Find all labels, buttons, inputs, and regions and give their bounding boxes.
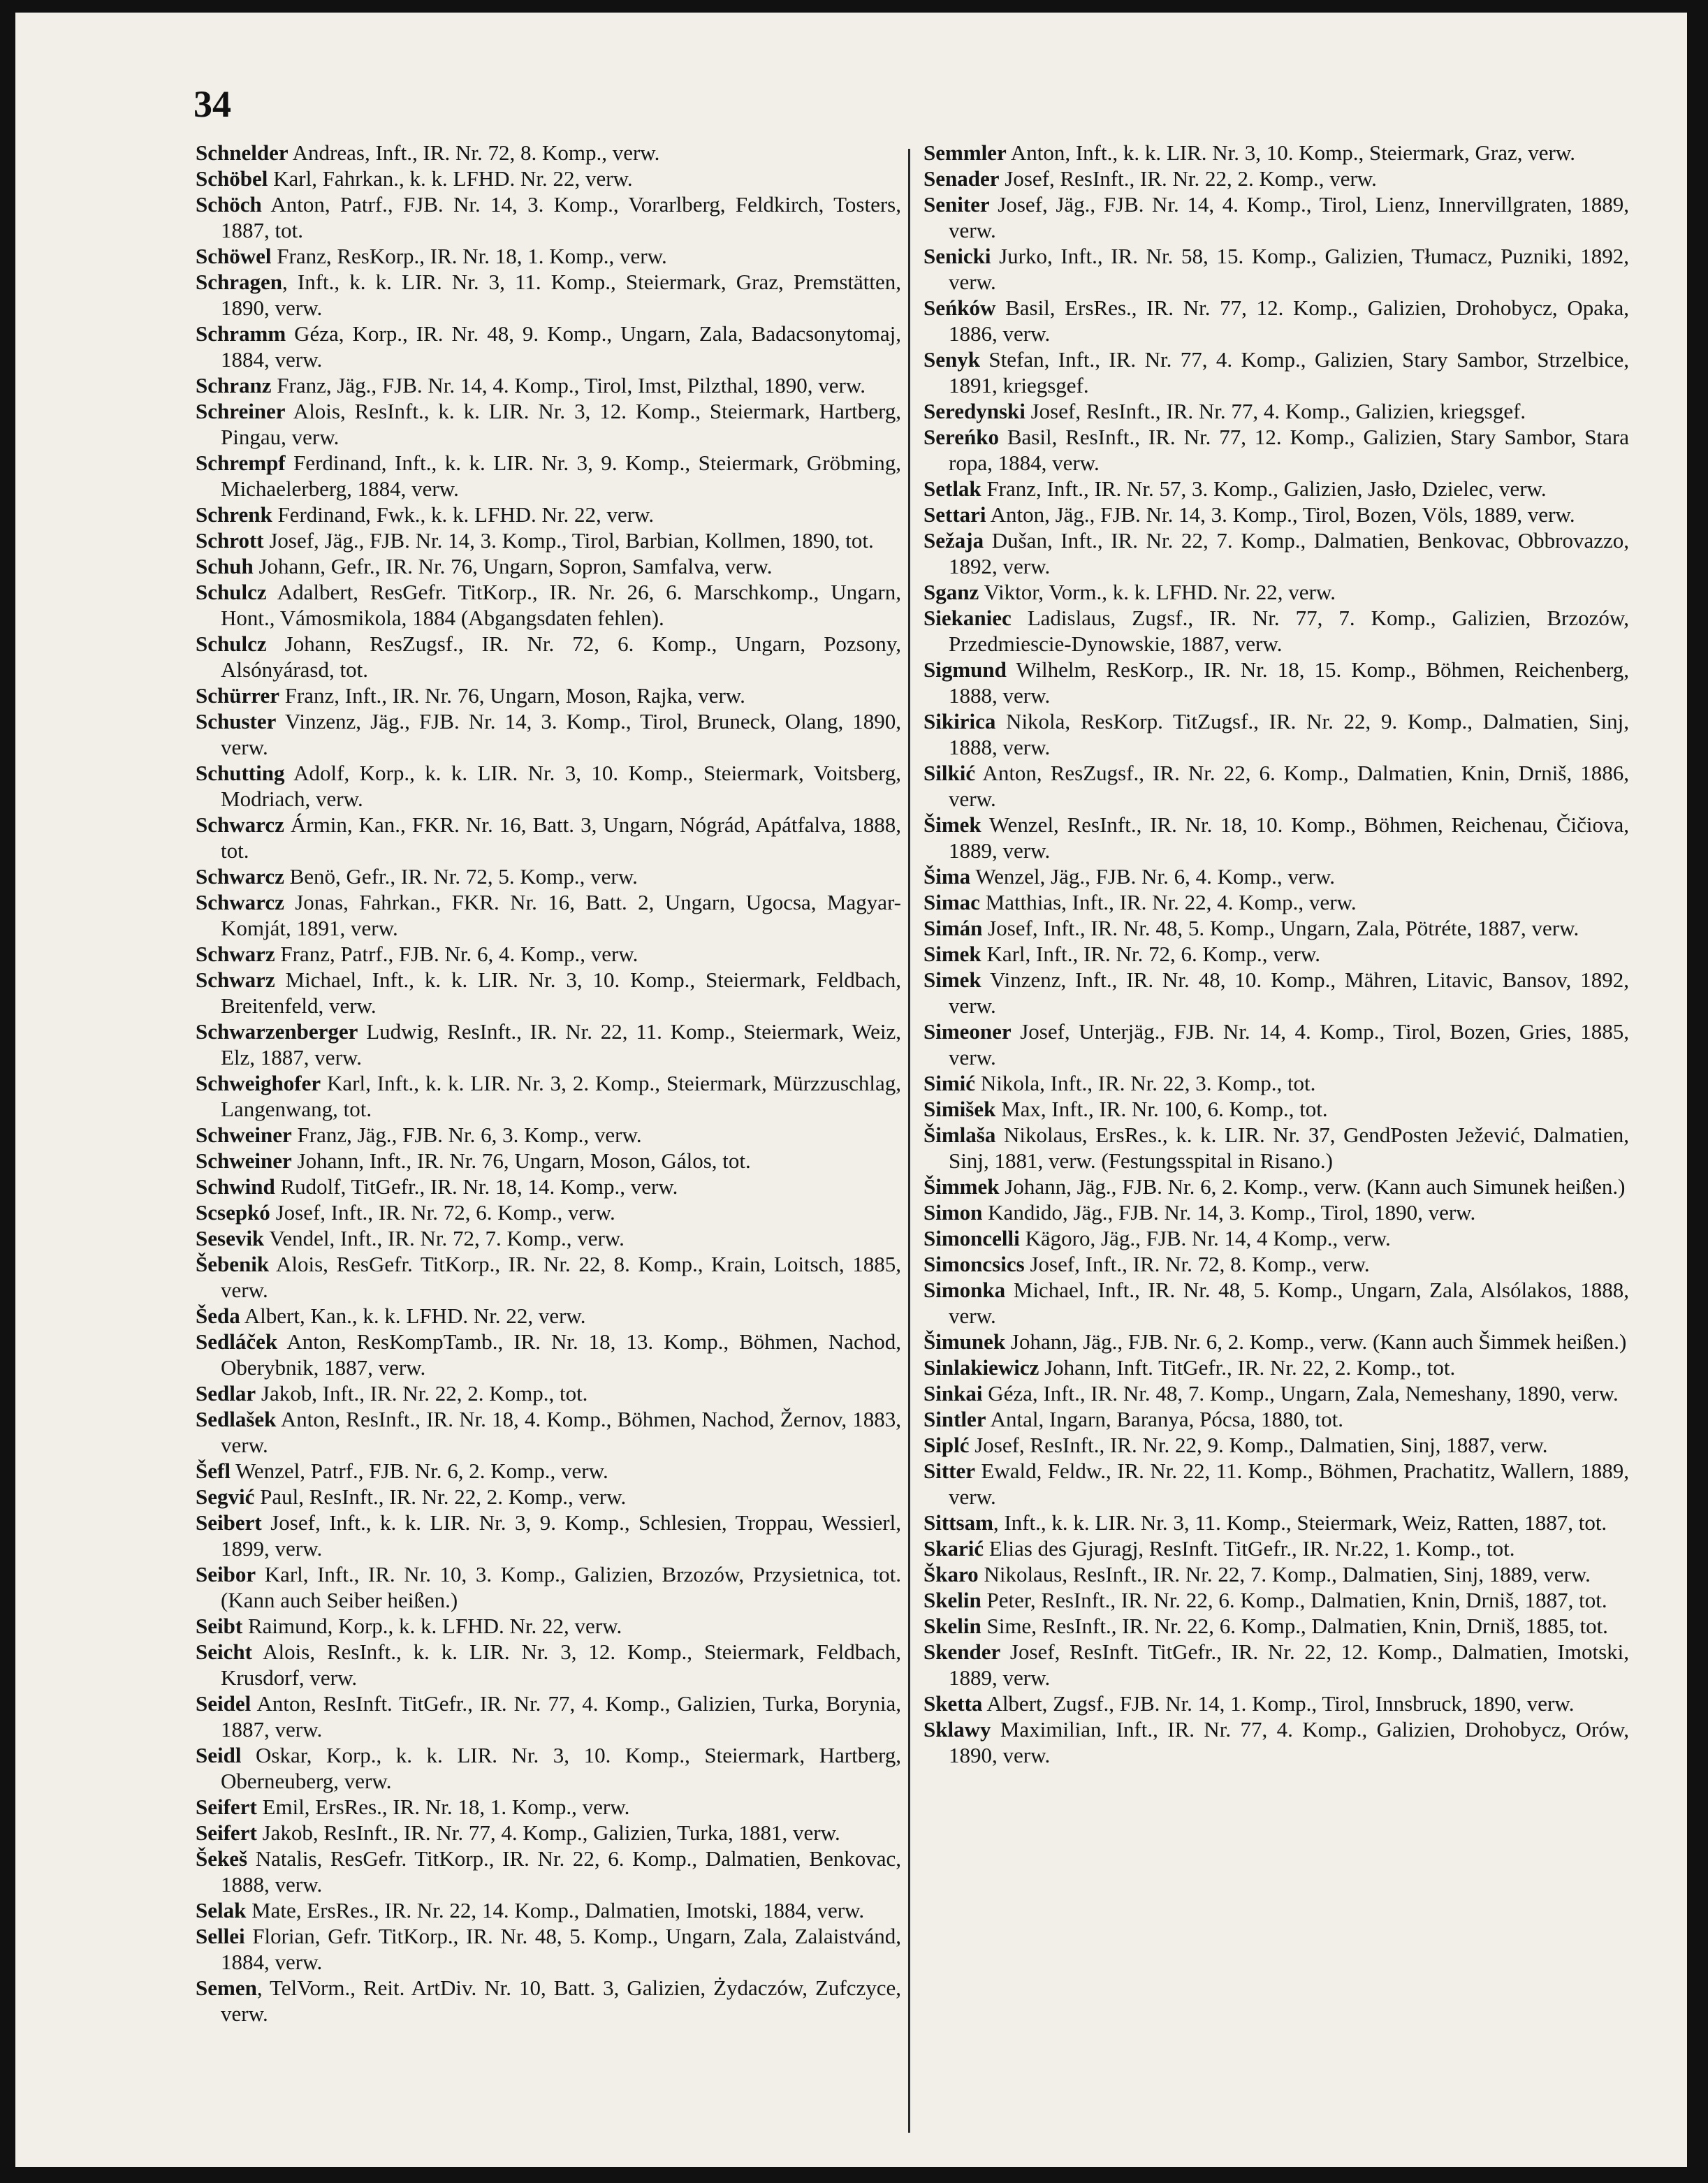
entry-details: Emil, ErsRes., IR. Nr. 18, 1. Komp., verw. [256,1795,630,1819]
entry-details: Johann, Inft., IR. Nr. 76, Ungarn, Moson, Gálos, tot. [291,1148,751,1173]
entry-surname: Schürrer [196,683,279,708]
entry-surname: Sežaja [924,528,984,553]
list-entry [196,1070,901,1122]
entry-surname: Sketta [924,1691,983,1716]
entry-surname: Sedlašek [196,1407,277,1431]
entry-surname: Schulcz [196,631,267,656]
list-entry [196,166,901,191]
entry-surname: Seidl [196,1743,242,1767]
list-entry [196,1846,901,1897]
entry-details: Josef, Jäg., FJB. Nr. 14, 4. Komp., Tirol, Lienz, Innervillgraten, 1889, verw. [949,192,1629,242]
entry-surname: Semen [196,1976,257,2000]
entry-details: Alois, ResGefr. TitKorp., IR. Nr. 22, 8. Komp., Krain, Loitsch, 1885, verw. [221,1252,901,1302]
entry-details: Kandido, Jäg., FJB. Nr. 14, 3. Komp., Tirol, 1890, verw. [982,1200,1476,1225]
entry-surname: Siplć [924,1433,970,1457]
entry-details: Johann, Gefr., IR. Nr. 76, Ungarn, Sopron, Samfalva, verw. [253,554,773,578]
entry-surname: Schöwel [196,244,272,268]
entry-details: Josef, Jäg., FJB. Nr. 14, 3. Komp., Tirol, Barbian, Kollmen, 1890, tot. [263,528,874,553]
entry-surname: Schweighofer [196,1071,321,1095]
entry-surname: Škaro [924,1562,979,1586]
entry-details: Ferdinand, Inft., k. k. LIR. Nr. 3, 9. Komp., Steiermark, Gröbming, Michaelerberg, 1884, verw. [221,451,901,501]
entry-details: Albert, Zugsf., FJB. Nr. 14, 1. Komp., Tirol, Innsbruck, 1890, verw. [982,1691,1575,1716]
entry-details: Josef, Inft., IR. Nr. 48, 5. Komp., Ungarn, Zala, Pötréte, 1887, verw. [982,916,1579,940]
entry-details: Basil, ErsRes., IR. Nr. 77, 12. Komp., Galizien, Drohobycz, Opaka, 1886, verw. [949,295,1629,346]
list-entry [196,1742,901,1794]
entry-details: Jurko, Inft., IR. Nr. 58, 15. Komp., Galizien, Tłumacz, Puzniki, 1892, verw. [949,244,1629,294]
list-entry [924,1458,1629,1510]
entry-details: Vinzenz, Inft., IR. Nr. 48, 10. Komp., Mähren, Litavic, Bansov, 1892, verw. [949,968,1629,1018]
entry-details: Benö, Gefr., IR. Nr. 72, 5. Komp., verw. [284,864,638,889]
entry-details: Florian, Gefr. TitKorp., IR. Nr. 48, 5. Komp., Ungarn, Zala, Zalaistvánd, 1884, verw. [221,1924,901,1974]
entry-details: Elias des Gjuragj, ResInft. TitGefr., IR. Nr.22, 1. Komp., tot. [984,1536,1515,1561]
list-entry [924,295,1629,346]
entry-surname: Schwarcz [196,812,284,837]
entry-details: Ewald, Feldw., IR. Nr. 22, 11. Komp., Böhmen, Prachatitz, Wallern, 1889, verw. [949,1459,1629,1509]
list-entry [196,631,901,682]
entry-surname: Šima [924,864,971,889]
entry-details: Josef, Inft., IR. Nr. 72, 8. Komp., verw. [1024,1252,1370,1276]
list-entry [196,1794,901,1820]
list-entry [924,657,1629,708]
entry-surname: Simac [924,890,980,914]
entry-surname: Schrempf [196,451,286,475]
entry-surname: Sigmund [924,657,1007,682]
entry-surname: Schwarz [196,942,275,966]
entry-surname: Schwarz [196,968,275,992]
entry-surname: Šimmek [924,1174,1000,1199]
list-entry [924,1406,1629,1432]
list-entry [196,1510,901,1561]
entry-surname: Simonka [924,1278,1006,1302]
list-entry [924,605,1629,657]
entry-details: Michael, Inft., IR. Nr. 48, 5. Komp., Ungarn, Zala, Alsólakos, 1888, verw. [949,1278,1629,1328]
entry-surname: Simek [924,942,981,966]
entry-surname: Seibor [196,1562,256,1586]
list-entry [924,1561,1629,1587]
entry-surname: Schweiner [196,1148,292,1173]
list-entry [196,760,901,812]
list-entry [924,967,1629,1019]
entry-surname: Schwarcz [196,890,284,914]
entry-surname: Senader [924,166,1000,191]
entry-details: Oskar, Korp., k. k. LIR. Nr. 3, 10. Komp., Steiermark, Hartberg, Oberneuberg, verw. [221,1743,901,1793]
list-entry [924,1380,1629,1406]
entry-details: Nikola, ResKorp. TitZugsf., IR. Nr. 22, 9. Komp., Dalmatien, Sinj, 1888, verw. [949,709,1629,759]
entry-details: Wenzel, ResInft., IR. Nr. 18, 10. Komp., Böhmen, Reichenau, Čičiova, 1889, verw. [949,812,1629,863]
list-entry [196,1225,901,1251]
list-entry [196,1199,901,1225]
entry-surname: Šimunek [924,1329,1006,1354]
entry-details: Jakob, Inft., IR. Nr. 22, 2. Komp., tot. [256,1381,588,1406]
entry-details: Franz, Inft., IR. Nr. 76, Ungarn, Moson, Rajka, verw. [279,683,745,708]
entry-details: Franz, Jäg., FJB. Nr. 14, 4. Komp., Tirol, Imst, Pilzthal, 1890, verw. [271,373,866,397]
entry-details: Albert, Kan., k. k. LFHD. Nr. 22, verw. [240,1304,586,1328]
entry-details: Viktor, Vorm., k. k. LFHD. Nr. 22, verw. [979,580,1336,604]
entry-surname: Sellei [196,1924,245,1948]
entry-surname: Simek [924,968,981,992]
entry-surname: Schöbel [196,166,268,191]
entry-details: Ladislaus, Zugsf., IR. Nr. 77, 7. Komp., Galizien, Brzozów, Przedmiescie-Dynowskie, 1887, verw. [949,606,1629,656]
list-entry [924,1329,1629,1355]
entry-surname: Schrott [196,528,264,553]
entry-details: Wenzel, Jäg., FJB. Nr. 6, 4. Komp., verw. [970,864,1336,889]
entry-details: Mate, ErsRes., IR. Nr. 22, 14. Komp., Dalmatien, Imotski, 1884, verw. [246,1898,865,1922]
entry-surname: Simić [924,1071,976,1095]
list-entry [924,1432,1629,1458]
entry-details: Josef, ResInft., IR. Nr. 77, 4. Komp., Galizien, kriegsgef. [1025,399,1526,423]
entry-surname: Schulcz [196,580,267,604]
right-column [924,140,1629,1768]
entry-surname: Sinlakiewicz [924,1355,1039,1380]
list-entry [196,450,901,502]
list-entry [924,812,1629,863]
list-entry [196,502,901,527]
entry-details: Johann, Inft. TitGefr., IR. Nr. 22, 2. Komp., tot. [1039,1355,1456,1380]
list-entry [196,1484,901,1510]
list-entry [924,1199,1629,1225]
entry-details: Ármin, Kan., FKR. Nr. 16, Batt. 3, Ungarn, Nógrád, Apátfalva, 1888, tot. [221,812,901,863]
entry-details: Vendel, Inft., IR. Nr. 72, 7. Komp., verw. [264,1226,625,1250]
list-entry [196,682,901,708]
entry-surname: Schranz [196,373,272,397]
entry-surname: Schwarzenberger [196,1019,358,1044]
entry-surname: Šeda [196,1304,240,1328]
entry-details: Anton, ResKompTamb., IR. Nr. 18, 13. Komp., Böhmen, Nachod, Oberybnik, 1887, verw. [221,1329,901,1380]
list-entry [924,579,1629,605]
list-entry [924,424,1629,476]
entry-details: Peter, ResInft., IR. Nr. 22, 6. Komp., Dalmatien, Knin, Drniš, 1887, tot. [981,1588,1607,1612]
entry-surname: Simišek [924,1097,996,1121]
list-entry [196,1613,901,1639]
list-entry [196,708,901,760]
list-entry [196,1122,901,1148]
list-entry [196,1251,901,1303]
entry-surname: Simán [924,916,983,940]
list-entry [924,1691,1629,1716]
entry-surname: Skarić [924,1536,984,1561]
entry-details: Johann, Jäg., FJB. Nr. 6, 2. Komp., verw. (Kann auch Simunek heißen.) [999,1174,1626,1199]
list-entry [924,1355,1629,1380]
list-entry [196,269,901,321]
entry-surname: Sintler [924,1407,986,1431]
entry-details: Anton, ResInft., IR. Nr. 18, 4. Komp., Böhmen, Nachod, Žernov, 1883, verw. [221,1407,901,1457]
entry-details: Alois, ResInft., k. k. LIR. Nr. 3, 12. Komp., Steiermark, Hartberg, Pingau, verw. [221,399,901,449]
entry-details: , Inft., k. k. LIR. Nr. 3, 11. Komp., Steiermark, Graz, Premstätten, 1890, verw. [221,270,901,320]
list-entry [924,191,1629,243]
entry-surname: Seredynski [924,399,1025,423]
entry-surname: Selak [196,1898,247,1922]
list-entry [196,812,901,863]
entry-surname: Šimlaša [924,1123,996,1147]
entry-surname: Šimek [924,812,981,837]
list-entry [196,1975,901,2027]
list-entry [924,915,1629,941]
entry-details: Johann, Jäg., FJB. Nr. 6, 2. Komp., verw. (Kann auch Šimmek heißen.) [1005,1329,1627,1354]
list-entry [924,1019,1629,1070]
entry-details: Nikola, Inft., IR. Nr. 22, 3. Komp., tot. [975,1071,1316,1095]
list-entry [196,1458,901,1484]
entry-surname: Schuster [196,709,277,733]
entry-details: Stefan, Inft., IR. Nr. 77, 4. Komp., Galizien, Stary Sambor, Strzelbice, 1891, kriegsgef. [949,347,1629,397]
list-entry [924,760,1629,812]
entry-details: Natalis, ResGefr. TitKorp., IR. Nr. 22, 6. Komp., Dalmatien, Benkovac, 1888, verw. [221,1846,901,1897]
list-entry [196,1019,901,1070]
entry-details: Anton, Jäg., FJB. Nr. 14, 3. Komp., Tirol, Bozen, Völs, 1889, verw. [986,502,1575,527]
entry-surname: Segvić [196,1484,255,1509]
entry-details: , TelVorm., Reit. ArtDiv. Nr. 10, Batt. 3, Galizien, Żydaczów, Zufczyce, verw. [221,1976,901,2026]
entry-surname: Seibert [196,1510,262,1535]
entry-details: Anton, ResZugsf., IR. Nr. 22, 6. Komp., Dalmatien, Knin, Drniš, 1886, verw. [949,761,1629,811]
entry-surname: Sikirica [924,709,996,733]
entry-surname: Seidel [196,1691,251,1716]
entry-surname: Schuh [196,554,254,578]
list-entry [196,1303,901,1329]
list-entry [924,243,1629,295]
list-entry [924,1096,1629,1122]
entry-details: Jakob, ResInft., IR. Nr. 77, 4. Komp., Galizien, Turka, 1881, verw. [256,1820,840,1845]
entry-details: Adolf, Korp., k. k. LIR. Nr. 3, 10. Komp., Steiermark, Voitsberg, Modriach, verw. [221,761,901,811]
entry-surname: Seifert [196,1795,257,1819]
entry-surname: Schragen [196,270,282,294]
list-entry [924,476,1629,502]
entry-details: Anton, Patrf., FJB. Nr. 14, 3. Komp., Vorarlberg, Feldkirch, Tosters, 1887, tot. [221,192,901,242]
entry-surname: Sesevik [196,1226,265,1250]
list-entry [924,1716,1629,1768]
entry-surname: Semmler [924,140,1007,165]
list-entry [924,863,1629,889]
entry-surname: Sereńko [924,425,999,449]
list-entry [924,1122,1629,1174]
list-entry [924,166,1629,191]
list-entry [196,553,901,579]
entry-details: Basil, ResInft., IR. Nr. 77, 12. Komp., Galizien, Stary Sambor, Stara ropa, 1884, verw. [949,425,1629,475]
entry-surname: Sitter [924,1459,976,1483]
list-entry [196,1897,901,1923]
entry-details: Karl, Inft., k. k. LIR. Nr. 3, 2. Komp., Steiermark, Mürzzuschlag, Langenwang, tot. [221,1071,901,1121]
entry-details: Andreas, Inft., IR. Nr. 72, 8. Komp., verw. [288,140,660,165]
entry-details: Josef, ResInft., IR. Nr. 22, 9. Komp., Dalmatien, Sinj, 1887, verw. [969,1433,1548,1457]
list-entry [196,321,901,372]
list-entry [196,1820,901,1846]
list-entry [196,579,901,631]
list-entry [196,863,901,889]
entry-details: Franz, Inft., IR. Nr. 57, 3. Komp., Galizien, Jasło, Dzielec, verw. [981,476,1547,501]
entry-details: Nikolaus, ErsRes., k. k. LIR. Nr. 37, GendPosten Ježević, Dalmatien, Sinj, 1881, verw. (Festungsspital in Risano.) [949,1123,1629,1173]
list-entry [924,398,1629,424]
list-entry [924,1639,1629,1691]
entry-surname: Seibt [196,1614,243,1638]
entry-surname: Settari [924,502,986,527]
list-entry [196,1329,901,1380]
entry-surname: Seicht [196,1640,252,1664]
entry-details: Alois, ResInft., k. k. LIR. Nr. 3, 12. Komp., Steiermark, Feldbach, Krusdorf, verw. [221,1640,901,1690]
entry-surname: Sklawy [924,1717,991,1742]
list-entry [196,967,901,1019]
entry-surname: Schweiner [196,1123,292,1147]
list-entry [924,1510,1629,1535]
entry-details: Anton, ResInft. TitGefr., IR. Nr. 77, 4. Komp., Galizien, Turka, Borynia, 1887, verw. [221,1691,901,1742]
entry-details: Franz, Jäg., FJB. Nr. 6, 3. Komp., verw. [291,1123,642,1147]
entry-surname: Siekaniec [924,606,1012,630]
entry-details: Sime, ResInft., IR. Nr. 22, 6. Komp., Dalmatien, Knin, Drniš, 1885, tot. [981,1614,1608,1638]
list-entry [924,1070,1629,1096]
entry-surname: Simoncelli [924,1226,1020,1250]
entry-details: Dušan, Inft., IR. Nr. 22, 7. Komp., Dalmatien, Benkovac, Obbrovazzo, 1892, verw. [949,528,1629,578]
entry-surname: Schreiner [196,399,286,423]
entry-surname: Setlak [924,476,981,501]
entry-surname: Schrenk [196,502,272,527]
entry-details: Paul, ResInft., IR. Nr. 22, 2. Komp., verw. [254,1484,627,1509]
entry-details: , Inft., k. k. LIR. Nr. 3, 11. Komp., Steiermark, Weiz, Ratten, 1887, tot. [993,1510,1607,1535]
list-entry [196,941,901,967]
list-entry [196,1691,901,1742]
list-entry [196,140,901,166]
entry-surname: Scsepkó [196,1200,270,1225]
entry-details: Karl, Inft., IR. Nr. 72, 6. Komp., verw. [981,942,1320,966]
list-entry [924,1174,1629,1199]
entry-surname: Skelin [924,1614,981,1638]
entry-details: Vinzenz, Jäg., FJB. Nr. 14, 3. Komp., Tirol, Bruneck, Olang, 1890, verw. [221,709,901,759]
list-entry [924,1613,1629,1639]
list-entry [196,1639,901,1691]
list-entry [924,502,1629,527]
entry-details: Karl, Fahrkan., k. k. LFHD. Nr. 22, verw. [268,166,633,191]
entry-details: Franz, Patrf., FJB. Nr. 6, 4. Komp., verw. [275,942,638,966]
entry-details: Josef, ResInft., IR. Nr. 22, 2. Komp., verw. [999,166,1377,191]
list-entry [196,1561,901,1613]
entry-details: Karl, Inft., IR. Nr. 10, 3. Komp., Galizien, Brzozów, Przysietnica, tot. (Kann auch Seiber heißen.) [221,1562,901,1612]
entry-surname: Šebenik [196,1252,270,1276]
list-entry [196,1380,901,1406]
list-entry [196,398,901,450]
list-entry [924,140,1629,166]
entry-surname: Seniter [924,192,990,217]
entry-details: Max, Inft., IR. Nr. 100, 6. Komp., tot. [995,1097,1328,1121]
entry-details: Jonas, Fahrkan., FKR. Nr. 16, Batt. 2, Ungarn, Ugocsa, Magyar-Komját, 1891, verw. [221,890,901,940]
entry-surname: Schutting [196,761,285,785]
entry-details: Raimund, Korp., k. k. LFHD. Nr. 22, verw. [242,1614,622,1638]
list-entry [196,889,901,941]
entry-details: Maximilian, Inft., IR. Nr. 77, 4. Komp., Galizien, Drohobycz, Orów, 1890, verw. [949,1717,1629,1767]
entry-details: Matthias, Inft., IR. Nr. 22, 4. Komp., verw. [979,890,1357,914]
entry-surname: Senicki [924,244,991,268]
left-column [196,140,901,2027]
list-entry [924,1587,1629,1613]
column-divider [908,149,910,2133]
entry-details: Josef, Inft., IR. Nr. 72, 6. Komp., verw. [270,1200,615,1225]
entry-details: Antal, Ingarn, Baranya, Pócsa, 1880, tot. [986,1407,1343,1431]
list-entry [196,191,901,243]
page-number: 34 [194,83,231,125]
entry-details: Franz, ResKorp., IR. Nr. 18, 1. Komp., verw. [271,244,667,268]
entry-details: Johann, ResZugsf., IR. Nr. 72, 6. Komp., Ungarn, Pozsony, Alsónyárasd, tot. [221,631,901,682]
list-entry [196,527,901,553]
document-page [15,13,1687,2167]
list-entry [196,1148,901,1174]
entry-details: Wilhelm, ResKorp., IR. Nr. 18, 15. Komp., Böhmen, Reichenberg, 1888, verw. [949,657,1629,708]
list-entry [196,1174,901,1199]
entry-surname: Simon [924,1200,983,1225]
entry-details: Ludwig, ResInft., IR. Nr. 22, 11. Komp., Steiermark, Weiz, Elz, 1887, verw. [221,1019,901,1069]
entry-surname: Seifert [196,1820,257,1845]
list-entry [924,1251,1629,1277]
entry-details: Nikolaus, ResInft., IR. Nr. 22, 7. Komp., Dalmatien, Sinj, 1889, verw. [978,1562,1591,1586]
list-entry [924,1277,1629,1329]
entry-details: Rudolf, TitGefr., IR. Nr. 18, 14. Komp., verw. [275,1174,678,1199]
entry-surname: Schwarcz [196,864,284,889]
list-entry [196,372,901,398]
entry-surname: Šefl [196,1459,231,1483]
entry-surname: Schwind [196,1174,275,1199]
entry-surname: Sganz [924,580,979,604]
list-entry [924,527,1629,579]
entry-surname: Simoncsics [924,1252,1025,1276]
entry-details: Josef, Unterjäg., FJB. Nr. 14, 4. Komp., Tirol, Bozen, Gries, 1885, verw. [949,1019,1629,1069]
list-entry [924,1535,1629,1561]
entry-surname: Schnelder [196,140,289,165]
entry-details: Géza, Inft., IR. Nr. 48, 7. Komp., Ungarn, Zala, Nemeshany, 1890, verw. [982,1381,1619,1406]
entry-details: Anton, Inft., k. k. LIR. Nr. 3, 10. Komp., Steiermark, Graz, verw. [1006,140,1575,165]
entry-surname: Sedláček [196,1329,278,1354]
entry-surname: Sedlar [196,1381,256,1406]
entry-details: Wenzel, Patrf., FJB. Nr. 6, 2. Komp., verw. [230,1459,608,1483]
entry-details: Géza, Korp., IR. Nr. 48, 9. Komp., Ungarn, Zala, Badacsonytomaj, 1884, verw. [221,321,901,372]
list-entry [924,1225,1629,1251]
entry-surname: Sinkai [924,1381,983,1406]
list-entry [924,941,1629,967]
list-entry [924,346,1629,398]
entry-surname: Silkić [924,761,976,785]
entry-details: Josef, ResInft. TitGefr., IR. Nr. 22, 12. Komp., Dalmatien, Imotski, 1889, verw. [949,1640,1629,1690]
entry-surname: Skender [924,1640,1001,1664]
entry-surname: Skelin [924,1588,981,1612]
entry-surname: Sittsam [924,1510,993,1535]
list-entry [196,1406,901,1458]
entry-surname: Schöch [196,192,262,217]
list-entry [924,889,1629,915]
entry-details: Adalbert, ResGefr. TitKorp., IR. Nr. 26, 6. Marschkomp., Ungarn, Hont., Vámosmikola, 1884 (Abgangsdaten fehlen). [221,580,901,630]
entry-details: Kägoro, Jäg., FJB. Nr. 14, 4 Komp., verw. [1019,1226,1391,1250]
entry-details: Michael, Inft., k. k. LIR. Nr. 3, 10. Komp., Steiermark, Feldbach, Breitenfeld, verw. [221,968,901,1018]
list-entry [196,1923,901,1975]
entry-surname: Senyk [924,347,980,372]
entry-surname: Šekeš [196,1846,248,1871]
entry-details: Josef, Inft., k. k. LIR. Nr. 3, 9. Komp., Schlesien, Troppau, Wessierl, 1899, verw. [221,1510,901,1561]
list-entry [924,708,1629,760]
entry-surname: Seńków [924,295,996,320]
list-entry [196,243,901,269]
entry-details: Ferdinand, Fwk., k. k. LFHD. Nr. 22, verw. [272,502,655,527]
entry-surname: Simeoner [924,1019,1012,1044]
entry-surname: Schramm [196,321,286,346]
